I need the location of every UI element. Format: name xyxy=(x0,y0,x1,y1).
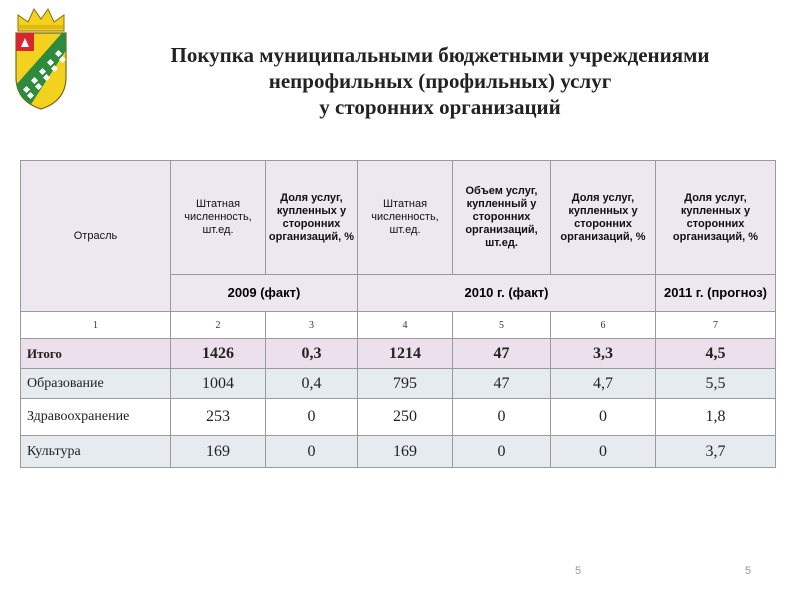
table-cell: 795 xyxy=(358,369,453,399)
table-cell: 0,3 xyxy=(266,339,358,369)
table-cell: 0 xyxy=(551,399,656,436)
header-staff-2010: Штатная численность, шт.ед. xyxy=(358,161,453,275)
table-cell: 1004 xyxy=(171,369,266,399)
row-label: Культура xyxy=(21,436,171,468)
title-line-2: непрофильных (профильных) услуг xyxy=(268,69,612,93)
table-cell: 3,7 xyxy=(656,436,776,468)
table-cell: 169 xyxy=(358,436,453,468)
table-cell: 1426 xyxy=(171,339,266,369)
column-number: 2 xyxy=(171,312,266,339)
table-cell: 0,4 xyxy=(266,369,358,399)
column-number: 7 xyxy=(656,312,776,339)
table-cell: 4,5 xyxy=(656,339,776,369)
row-label: Итого xyxy=(21,339,171,369)
header-row xyxy=(21,161,776,275)
period-2009: 2009 (факт) xyxy=(171,275,358,312)
table-cell: 47 xyxy=(453,369,551,399)
table-cell: 253 xyxy=(171,399,266,436)
table-row-education xyxy=(21,369,776,399)
header-volume-2010: Объем услуг, купленный у сторонних организаций, шт.ед. xyxy=(453,161,551,275)
table-cell: 3,3 xyxy=(551,339,656,369)
table-cell: 0 xyxy=(453,436,551,468)
coat-of-arms-icon xyxy=(10,5,72,111)
row-label: Образование xyxy=(21,369,171,399)
table-cell: 1,8 xyxy=(656,399,776,436)
table-row-culture xyxy=(21,436,776,468)
page-title xyxy=(80,42,800,120)
column-number-row xyxy=(21,312,776,339)
table-cell: 5,5 xyxy=(656,369,776,399)
table-row-healthcare xyxy=(21,399,776,436)
header-staff-2009: Штатная численность, шт.ед. xyxy=(171,161,266,275)
table-cell: 0 xyxy=(551,436,656,468)
title-line-3: у сторонних организаций xyxy=(319,95,561,119)
column-number: 3 xyxy=(266,312,358,339)
column-number: 5 xyxy=(453,312,551,339)
table-cell: 169 xyxy=(171,436,266,468)
period-2010: 2010 г. (факт) xyxy=(358,275,656,312)
table-cell: 47 xyxy=(453,339,551,369)
column-number: 1 xyxy=(21,312,171,339)
table-cell: 1214 xyxy=(358,339,453,369)
table-cell: 4,7 xyxy=(551,369,656,399)
page-number: 5 xyxy=(745,565,752,577)
header-share-2009: Доля услуг, купленных у сторонних организаций, % xyxy=(266,161,358,275)
column-number: 6 xyxy=(551,312,656,339)
column-number: 4 xyxy=(358,312,453,339)
table-cell: 0 xyxy=(266,399,358,436)
data-table xyxy=(20,160,776,468)
table-cell: 250 xyxy=(358,399,453,436)
period-2011: 2011 г. (прогноз) xyxy=(656,275,776,312)
table-cell: 0 xyxy=(266,436,358,468)
table-row-total xyxy=(21,339,776,369)
page-number: 5 xyxy=(575,565,582,577)
header-industry: Отрасль xyxy=(21,161,171,312)
header-share-2010: Доля услуг, купленных у сторонних организаций, % xyxy=(551,161,656,275)
title-line-1: Покупка муниципальными бюджетными учреждениями xyxy=(170,43,710,67)
row-label: Здравоохранение xyxy=(21,399,171,436)
table-cell: 0 xyxy=(453,399,551,436)
header-share-2011: Доля услуг, купленных у сторонних организаций, % xyxy=(656,161,776,275)
